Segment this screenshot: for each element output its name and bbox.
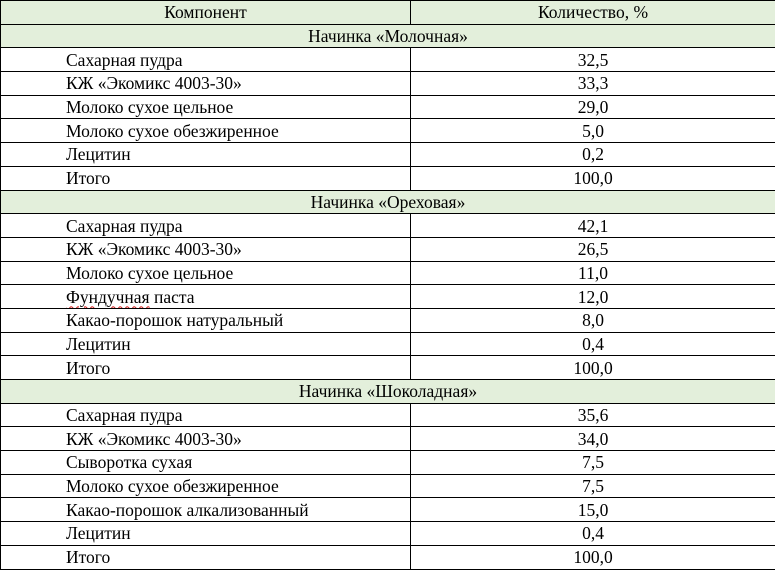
table-row: [1, 427, 775, 451]
component-value: 32,5: [411, 48, 775, 72]
section-row-milk: [1, 24, 775, 48]
component-name: Молоко сухое цельное: [1, 95, 411, 119]
component-value: 100,0: [411, 545, 775, 569]
table-row-total: [1, 545, 775, 569]
component-name: КЖ «Экомикс 4003-30»: [1, 427, 411, 451]
component-name: КЖ «Экомикс 4003-30»: [1, 72, 411, 96]
table-row: [1, 72, 775, 96]
table-row: [1, 261, 775, 285]
table-row: [1, 474, 775, 498]
section-title: Начинка «Ореховая»: [1, 190, 775, 214]
component-name: Молоко сухое цельное: [1, 261, 411, 285]
component-name: Лецитин: [1, 522, 411, 546]
component-value: 11,0: [411, 261, 775, 285]
component-value: 34,0: [411, 427, 775, 451]
component-value: 0,4: [411, 332, 775, 356]
header-row: [1, 1, 775, 25]
table-row: [1, 119, 775, 143]
table-row: [1, 237, 775, 261]
table-row: [1, 143, 775, 167]
component-name: Сахарная пудра: [1, 403, 411, 427]
header-amount: Количество, %: [411, 1, 775, 25]
component-value: 7,5: [411, 474, 775, 498]
component-value: 15,0: [411, 498, 775, 522]
component-name: Какао-порошок натуральный: [1, 308, 411, 332]
section-title: Начинка «Шоколадная»: [1, 380, 775, 404]
component-name: Сахарная пудра: [1, 48, 411, 72]
table-row: [1, 95, 775, 119]
component-name: [1, 285, 411, 309]
component-name: Сахарная пудра: [1, 214, 411, 238]
table-row-total: [1, 166, 775, 190]
component-value: 0,4: [411, 522, 775, 546]
section-row-chocolate: [1, 380, 775, 404]
table-row: [1, 403, 775, 427]
section-row-nut: [1, 190, 775, 214]
component-name: Молоко сухое обезжиренное: [1, 474, 411, 498]
component-value: 26,5: [411, 237, 775, 261]
table-row: [1, 498, 775, 522]
component-value: 5,0: [411, 119, 775, 143]
component-name: Сыворотка сухая: [1, 451, 411, 475]
table-row: [1, 522, 775, 546]
component-name: Лецитин: [1, 332, 411, 356]
section-title: Начинка «Молочная»: [1, 24, 775, 48]
component-name: Молоко сухое обезжиренное: [1, 119, 411, 143]
header-component: Компонент: [1, 1, 411, 25]
table-row: [1, 48, 775, 72]
component-value: 100,0: [411, 166, 775, 190]
component-value: 8,0: [411, 308, 775, 332]
table-row-total: [1, 356, 775, 380]
component-name: КЖ «Экомикс 4003-30»: [1, 237, 411, 261]
component-value: 35,6: [411, 403, 775, 427]
table-row: [1, 285, 775, 309]
component-value: 0,2: [411, 143, 775, 167]
component-value: 7,5: [411, 451, 775, 475]
component-name: Итого: [1, 545, 411, 569]
component-value: 33,3: [411, 72, 775, 96]
table-row: [1, 214, 775, 238]
component-value: 12,0: [411, 285, 775, 309]
component-name: Какао-порошок алкализованный: [1, 498, 411, 522]
component-name: Итого: [1, 356, 411, 380]
spellcheck-word: Фундучная: [66, 287, 150, 307]
component-name-rest: паста: [150, 287, 195, 307]
table-row: [1, 332, 775, 356]
component-value: 29,0: [411, 95, 775, 119]
table-row: [1, 308, 775, 332]
component-value: 100,0: [411, 356, 775, 380]
component-value: 42,1: [411, 214, 775, 238]
component-name: Лецитин: [1, 143, 411, 167]
table-row: [1, 451, 775, 475]
component-name: Итого: [1, 166, 411, 190]
